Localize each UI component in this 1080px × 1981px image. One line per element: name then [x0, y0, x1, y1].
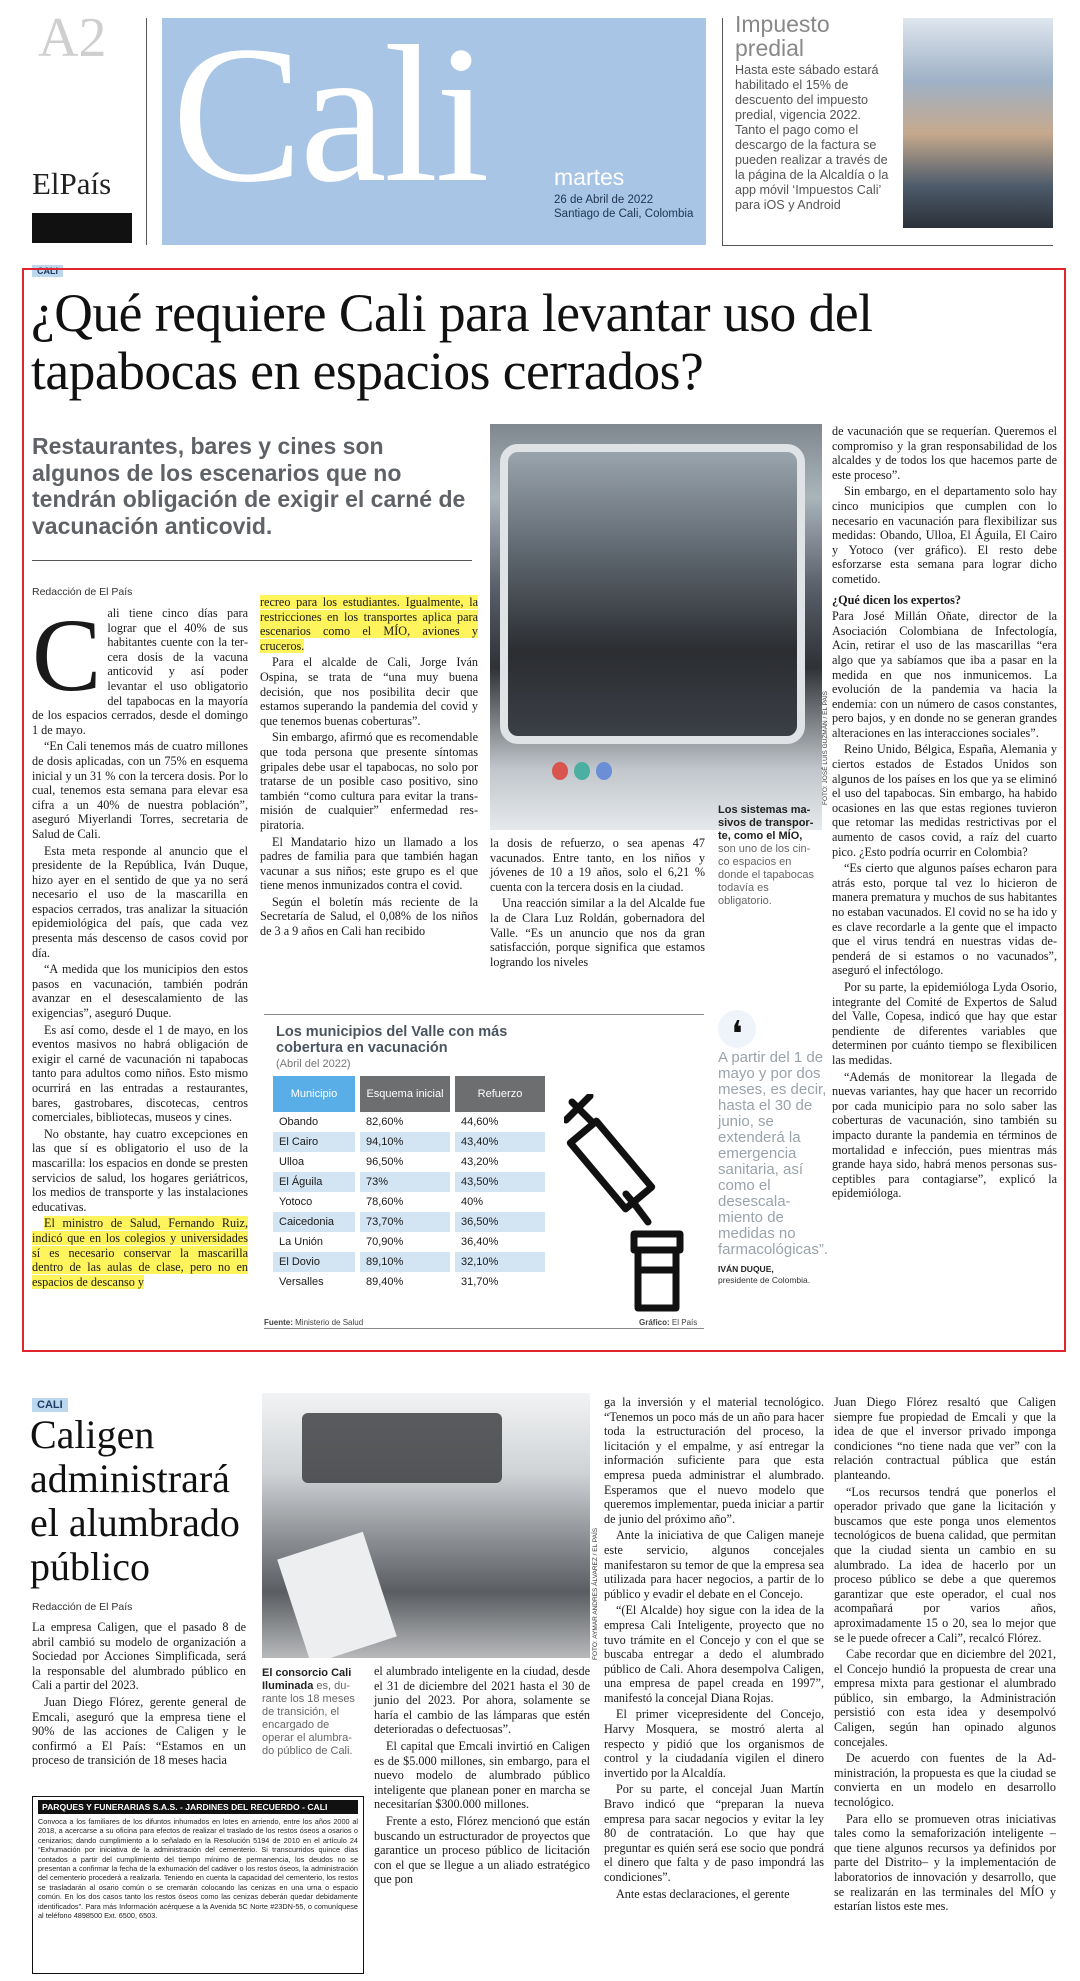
newspaper-logo: ElPaís: [32, 166, 112, 201]
infographic: [264, 1014, 704, 1332]
paragraph: Esta meta responde al anuncio que el presidente de la República, Iván Duque, hizo ayer en el sentido de que ya no será necesario el uso de la mascarilla en espacios cerrados, tras analizar la situación epidemiológica del país, que cada vez presenta más descenso de casos covid por día.: [32, 843, 248, 960]
coverage-table: [268, 1076, 550, 1292]
paragraph: “En Cali tenemos más de cuatro millones de dosis aplicadas, con un 75% en esquema inicial y un 31 % con la tercera dosis. Por lo cual, tenemos esta semana para elevar esa cifra a un 40% de nuestra población”, aseguró Miyerlandi Torres, secretaria de Salud de Cali.: [32, 739, 248, 841]
sidebar-title: Impuesto predial: [735, 11, 830, 61]
paragraph: “Además de monitorear la llegada de nuevas variantes, hay que hacer un recorrido por cada municipio para no solo saber las coberturas de vacunación, sino también su impacto durante la pandemia en términos de mortalidad e infección, pues mientras más grande haya sido, habrá menos personas susceptibles para contagiarse”, explicó la epidemióloga.: [832, 1069, 1057, 1201]
esquema-cell: 96,50%: [366, 1156, 404, 1168]
second-story-kicker: [32, 1393, 68, 1412]
paragraph: Ante la iniciativa de que Caligen maneje este servicio, algunos concejales manifestaron su temor de que la empresa sea utilizada para hacer negocios, a partir de lo público y evadir el debate en el Concejo.: [604, 1528, 824, 1601]
caption-bold: El consorcio Cali Iluminada: [262, 1667, 352, 1692]
table-row: [273, 1252, 545, 1272]
esquema-cell: 82,60%: [366, 1116, 404, 1128]
bus-window: [500, 444, 805, 744]
photo-credit: FOTO: JOSÉ LUIS GUZMÁN / EL PAÍS: [822, 690, 829, 805]
header-refuerzo: Refuerzo: [455, 1076, 545, 1112]
photo-caption: [718, 804, 816, 908]
date: 26 de Abril de 2022: [554, 194, 654, 206]
byline: Redacción de El País: [32, 586, 133, 598]
masthead-divider: [146, 18, 147, 245]
paragraph: De acuerdo con fuentes de la Administración, la propuesta es que la ciudad se convierta en un modelo en desarrollo tecnológico.: [834, 1751, 1056, 1810]
table-header: [273, 1076, 545, 1112]
second-col-1: [32, 1620, 246, 1770]
notice-text: Convoca a los familiares de los difuntos inhumados en lotes en arriendo, entre los años 2000 al 2018, a acercarse a su oficina para efectos de realizar el traslado de los restos óseos a osarios o cenizarios; dando cumplimiento a lo señalado en la Resolución 5194 de 2010 en el artículo 24 “Exhumación por iniciativa de la administración del cementerio. Si transcurridos quince días contados a partir del cumplimiento del tiempo mínimo de permanencia, los deudos no se presentan a confirmar la fecha de la exhumación del cadáver o los restos óseos, la administración del cementerio procederá a realizarla. Teniendo en cuenta la capacidad del cementerio, los restos se trasladarán al osario común o se cremarán colocando las cenizas en una urna o espacio común. En los dos casos tanto los restos óseos como las cenizas deberán quedar debidamente identificados”. Para más Información acérquese a la Avenida 5C Norte #23DN-55, o comuníquese al teléfono 4898500 Ext. 6500, 6503.: [38, 1817, 358, 1921]
paragraph: de vacunación que se requerían. Queremos el compromiso y la gran responsabilidad de los alcaldes y de todos los que hacemos parte de este proceso”.: [832, 424, 1057, 482]
paragraph: La empresa Caligen, que el pasado 8 de abril cambió su modelo de organización a Sociedad por Acciones Simplificada, será la responsable del alumbrado público en Cali a partir del 2023.: [32, 1620, 246, 1693]
paragraph: ali tiene cinco días para lograr que el 40% de sus habitantes cuente con la tercera dosis de la vacuna anticovid y así poder levantar el uso obligatorio del tapabocas en la mayoría de los espacios cerrados, desde el domingo 1 de mayo.: [32, 606, 248, 737]
refuerzo-cell: 36,40%: [461, 1236, 499, 1248]
paragraph: [260, 595, 478, 653]
paragraph: “Es cierto que algunos países echaron para atrás esto, porque tal vez lo hicieron de manera prematura y muchos de sus habitantes no estaban vacunados. El covid no se ha ido y es clave recordarle a la gente que el impacto que el virus tendrá en nuestras vidas dependerá de si estamos o no vacunados”, aseguró el infectólogo.: [832, 861, 1057, 978]
second-col-4: [834, 1395, 1056, 1916]
paragraph: “A medida que los municipios den estos pasos en vacunación, también podrán avanzar en el desescalamiento de las exigencias”, aseguró Duque.: [32, 962, 248, 1021]
paragraph: Para el alcalde de Cali, Jorge Iván Ospina, se trata de “una muy buena decisión, que nos posibilita decir que estamos superando la pandemia del covid y que tenemos buenas coberturas”.: [260, 655, 478, 728]
esquema-cell: 94,10%: [360, 1132, 450, 1152]
deck-rule: [32, 560, 472, 561]
municipio-cell: La Unión: [279, 1236, 324, 1248]
table-row: [273, 1112, 545, 1132]
masthead-bottom-rule: [722, 245, 1053, 246]
table-row: [273, 1212, 545, 1232]
main-headline: ¿Qué requiere Cali para levantar uso del tapabocas en espacios cerrados?: [31, 283, 873, 401]
municipio-cell: Ulloa: [279, 1156, 305, 1168]
paragraph: Sin embargo, afirmó que es recomendable que toda persona que presente síntomas gripales debe usar el tapabocas, no solo por tratarse de un posible caso positivo, sino también “como cultura para evitar la transmisión de cualquier” enfermedad respiratoria.: [260, 730, 478, 832]
funeral-notice: [32, 1796, 364, 1974]
second-col-3: [604, 1395, 824, 1903]
logo-black-bar: [32, 213, 132, 243]
paragraph: Para ello se promueven otras iniciativas tales como la semaforización inteligente –que tiene algunos recursos ya definidos por parte del Distrito– y la implementación de laboratorios de innovación y desarrollo, que se realizarán en las terminales del MÍO y estarían listos este mes.: [834, 1811, 1056, 1914]
graphic-label: Gráfico:: [639, 1318, 670, 1327]
infographic-top-rule: [264, 1014, 704, 1015]
paragraph: [32, 1216, 248, 1289]
paragraph: Sin embargo, en el departamento solo hay cinco municipios que cumplen con lo necesario en vacunación para flexibilizar sus medidas: Obando, Ulloa, El Águila, El Cairo y Yotoco (ver gráfico). El resto debe esforzarse esta semana para lograr dicho cometido.: [832, 484, 1057, 586]
caption-text: es, durante los 18 meses de transición, el encargado de operar el alumbrado público de Cali.: [262, 1680, 355, 1757]
notice-title: PARQUES Y FUNERARIAS S.A.S. - JARDINES DEL RECUERDO - CALI: [38, 1800, 358, 1814]
graphic-value: El País: [671, 1318, 698, 1327]
quote-role: presidente de Colombia.: [718, 1275, 811, 1285]
caption-text: son uno de los cinco espacios en donde el tapabocas todavía es obligatorio.: [718, 843, 815, 907]
paragraph: Juan Diego Flórez, gerente general de Emcali, aseguró que la empresa tiene el 90% de las acciones de Caligen y le confirmó a El País: “Estamos en un proceso de transición de 18 meses hacia: [32, 1694, 246, 1768]
refuerzo-cell: 43,20%: [461, 1156, 499, 1168]
place: Santiago de Cali, Colombia: [554, 208, 694, 220]
sidebar-divider: [722, 18, 723, 245]
paragraph: “(El Alcalde) hoy sigue con la idea de la empresa Cali Inteligente, proyecto que no tuvo trámite en el Concejo y con el que se buscaba entregar a dedo el alumbrado público de Cali. Ahora desempolva Caligen, una empresa de papel creada en 1997”, manifestó la concejal Diana Rojas.: [604, 1603, 824, 1705]
esquema-cell: 73%: [360, 1172, 450, 1192]
subheading: ¿Qué dicen los expertos?: [832, 592, 961, 607]
weekday: martes: [554, 164, 625, 190]
second-headline: Caligen administrará el alumbrado público: [30, 1412, 240, 1589]
streetlight-photo: [262, 1393, 590, 1658]
table-row: [273, 1192, 545, 1212]
esquema-cell: 70,90%: [366, 1236, 404, 1248]
paragraph: Juan Diego Flórez resaltó que Caligen siempre fue propiedad de Emcali y que la idea de que el inversor privado imponga condiciones “no tiene nada que ver” con la relación contractual pública que están planteando.: [834, 1395, 1056, 1482]
refuerzo-cell: 44,60%: [461, 1116, 499, 1128]
municipio-cell: Obando: [279, 1116, 319, 1128]
section-banner: [162, 18, 706, 245]
pull-quote: A partir del 1 de mayo y por dos meses, es decir, hasta el 30 de junio, se extenderá la emergencia sanitaria, así como el desescalamiento de medidas no farmacológicas”.: [718, 1049, 829, 1258]
source-value: Ministerio de Salud: [295, 1318, 364, 1327]
kicker-label: CALI: [32, 265, 63, 277]
paragraph: la dosis de refuerzo, o sea apenas 47 vacunados. Entre tanto, en los niños y jóvenes de 10 a 19 años, solo el 6,21 % cuenta con la tercera dosis en la ciudad.: [490, 836, 705, 894]
highlighted-text: El ministro de Salud, Fernando Ruiz, indicó que en los colegios y universidades sí es necesario conservar la mascarilla dentro de las aulas de clase, pero no en espacios de descanso y: [32, 1216, 248, 1289]
refuerzo-cell: 43,50%: [455, 1172, 545, 1192]
infographic-subtitle: (Abril del 2022): [276, 1058, 351, 1070]
paragraph: Es así como, desde el 1 de mayo, en los eventos masivos no habrá obligación de exigir el carné de vacunación ni tapabocas tanto para adultos como niños. Esto mismo ocurrirá en las entradas a restaurantes, bares, gastrobares, discotecas, centros comerciales, bibliotecas, museos y cines.: [32, 1022, 248, 1125]
header-municipio: Municipio: [273, 1076, 355, 1112]
esquema-cell: 78,60%: [366, 1196, 404, 1208]
paragraph: Frente a esto, Flórez mencionó que están buscando un estructurador de proyectos que garantice un proceso público de licitación con el que se llegue a un aliado estratégico que pon: [374, 1813, 590, 1887]
paragraph: Por su parte, la epidemióloga Lyda Osorio, integrante del Comité de Expertos de Salud del Valle, Copesa, indicó que hay que estar pendiente de diferentes variables que determinen por cuánto tiempo se flexibilicen las medidas.: [832, 979, 1057, 1067]
infographic-title: Los municipios del Valle con más cobertura en vacunación: [276, 1024, 508, 1056]
main-col-3: [490, 836, 705, 971]
second-photo-credit: FOTO: AYMAR ANDRES ÁLVAREZ / EL PAÍS: [592, 1527, 599, 1660]
paragraph: “Los recursos tendrá que ponerlos el operador privado que gane la licitación y buscamos que este ponga unos elementos tecnológicos de buena calidad, que permitan que la ciudad sienta un cambio en su alumbrado. La idea de hacerlo por un proceso público se debe a que queremos garantizar que este operador, el cual nos acompañará por varios años, aproximadamente 15 o 20, sea lo mejor que se le puede ofrecer a Cali”, recalcó Flórez.: [834, 1484, 1056, 1645]
infographic-bottom-rule: [264, 1328, 704, 1329]
esquema-cell: 73,70%: [360, 1212, 450, 1232]
quote-mark-icon: ❛: [718, 1010, 756, 1048]
second-byline: Redacción de El País: [32, 1601, 133, 1613]
paragraph: Una reacción similar a la del Alcalde fue la de Clara Luz Roldán, gobernadora del Valle. “Es un anuncio que nos da gran satisfacción, porque significa que estamos logrando los niveles: [490, 896, 705, 969]
refuerzo-cell: 31,70%: [461, 1276, 499, 1288]
refuerzo-cell: 36,50%: [455, 1212, 545, 1232]
main-col-1: [32, 598, 248, 1291]
sidebar-photo: [903, 18, 1053, 228]
infographic-source: [264, 1318, 363, 1327]
second-caption: [262, 1667, 360, 1758]
source-label: Fuente:: [264, 1318, 293, 1327]
bucket-lift: [277, 1532, 397, 1658]
paragraph: Por su parte, el concejal Juan Martín Bravo indicó que “preparan la nueva empresa para sacar negocios y evitar la ley 80 de contratación. Lo que hay que preguntar es quién será ese socio que pondrá el dinero que falta y de paso impondrá las condiciones”.: [604, 1782, 824, 1884]
refuerzo-cell: 40%: [461, 1196, 484, 1208]
quote-author: IVÁN DUQUE,: [718, 1264, 774, 1274]
municipio-cell: Versalles: [279, 1276, 324, 1288]
page-number: A2: [38, 7, 107, 69]
municipio-cell: Yotoco: [279, 1196, 313, 1208]
window-dot: [574, 762, 590, 780]
drop-cap: C: [32, 598, 102, 713]
main-col-4: [832, 424, 1057, 1203]
highlighted-text: recreo para los estudiantes. Igualmente, la restricciones en los transportes aplica para escenarios como el MÍO, aviones y cruceros.: [260, 595, 478, 653]
paragraph: el alumbrado inteligente en la ciudad, desde el 31 de diciembre del 2021 hasta el 30 de junio del 2023. Por ahora, solamente se haría el cambio de las lámparas que estén deterioradas o defectuosas”.: [374, 1664, 590, 1737]
paragraph: El Mandatario hizo un llamado a los padres de familia para que también hagan vacunar a sus niños; este grupo es el que tiene menos inmunizados contra el covid.: [260, 834, 478, 893]
syringe-icon: [564, 1094, 694, 1314]
esquema-cell: 89,40%: [366, 1276, 404, 1288]
paragraph: Para José Millán Oñate, director de la Asociación Colombiana de Infectología, Acin, retirar el uso de las mascarillas “era algo que ya sabíamos que iba a pasar en la medida en que nos inmunicemos. La evolución de la pandemia va hacia la endemia: con un número de casos constantes, pero bajos, y en donde no se generan grandes alteraciones en las interacciones sociales”.: [832, 609, 1057, 740]
window-dot: [596, 762, 612, 780]
paragraph: Ante estas declaraciones, el gerente: [616, 1886, 790, 1901]
paragraph: No obstante, hay cuatro excepciones en las que sí es obligatorio el uso de la mascarilla: los espacios en donde se presten servicios de salud, los hogares geriátricos, los medios de transporte y las instalaciones educativas.: [32, 1126, 248, 1214]
bus-photo: [490, 424, 822, 830]
municipio-cell: El Águila: [273, 1172, 355, 1192]
paragraph: El primer vicepresidente del Concejo, Harvy Mosquera, se mostró alerta al respecto y pidió que los organismos de control y la ciudadanía vigilen el dinero invertido por la Alcaldía.: [604, 1707, 824, 1780]
deck: Restaurantes, bares y cines son algunos de los escenarios que no tendrán obligación de exigir el carné de vacunación anticovid.: [32, 433, 466, 539]
municipio-cell: El Dovio: [273, 1252, 355, 1272]
paragraph: El capital que Emcali invirtió en Caligen es de $5.000 millones, sin embargo, para el nuevo modelo de alumbrado público inteligente que planean poner en marcha se necesitarían $300.000 millones.: [374, 1738, 590, 1812]
refuerzo-cell: 32,10%: [455, 1252, 545, 1272]
lamp-structure: [302, 1413, 502, 1483]
paragraph: ga la inversión y el material tecnológico. “Tenemos un poco más de un año para hacer toda la estructuración del proceso, la licitación y el empalme, y así entregar la información suficiente para que esta empresa pueda administrar el alumbrado. Esperamos que el nuevo modelo que queremos implementar, pueda iniciar a partir de junio del próximo año”.: [604, 1395, 824, 1526]
table-row: [273, 1232, 545, 1252]
esquema-cell: 89,10%: [360, 1252, 450, 1272]
kicker-label: CALI: [32, 1398, 68, 1412]
second-col-2: [374, 1664, 590, 1889]
municipio-cell: Caicedonia: [273, 1212, 355, 1232]
paragraph: Según el boletín más reciente de la Secretaría de Salud, el 0,08% de los niños de 3 a 9 años en Cali han recibido: [260, 894, 478, 939]
paragraph: Reino Unido, Bélgica, España, Alemania y ciertos estados de Estados Unidos son algunos de los países en los que ya se eliminó el uso del tapabocas. Sin embargo, ha habido ocasiones en las que estas regiones tuvieron que retomar las medidas restrictivas por el aumento de casos covid, a raíz del cuarto pico. ¿Esto podría ocurrir en Colombia?: [832, 742, 1057, 859]
infographic-graphic: [639, 1318, 697, 1327]
section-title: Cali: [172, 18, 487, 223]
refuerzo-cell: 43,40%: [455, 1132, 545, 1152]
table-row: [273, 1132, 545, 1152]
table-row: [273, 1272, 545, 1292]
paragraph: Cabe recordar que en diciembre del 2021, el Concejo hundió la propuesta de crear una empresa mixta para gestionar el alumbrado público, sin embargo, la Administración persistió con esta idea y desempolvó Caligen, según han opinado algunos concejales.: [834, 1647, 1056, 1749]
header-esquema: Esquema inicial: [360, 1076, 450, 1112]
sidebar-text: Hasta este sábado estará habilitado el 15% de descuento del impuesto predial, vigencia 2022. Tanto el pago como el descargo de la factura se pueden realizar a través de la página de la Alcaldía o la app móvil ‘Impuestos Cali’ para iOS y Android: [735, 63, 889, 212]
main-col-2: [260, 595, 478, 941]
window-dot: [552, 762, 568, 780]
table-row: [273, 1152, 545, 1172]
caption-bold: Los sistemas masivos de transporte, como el MÍO,: [718, 804, 814, 842]
table-row: [273, 1172, 545, 1192]
municipio-cell: El Cairo: [273, 1132, 355, 1152]
